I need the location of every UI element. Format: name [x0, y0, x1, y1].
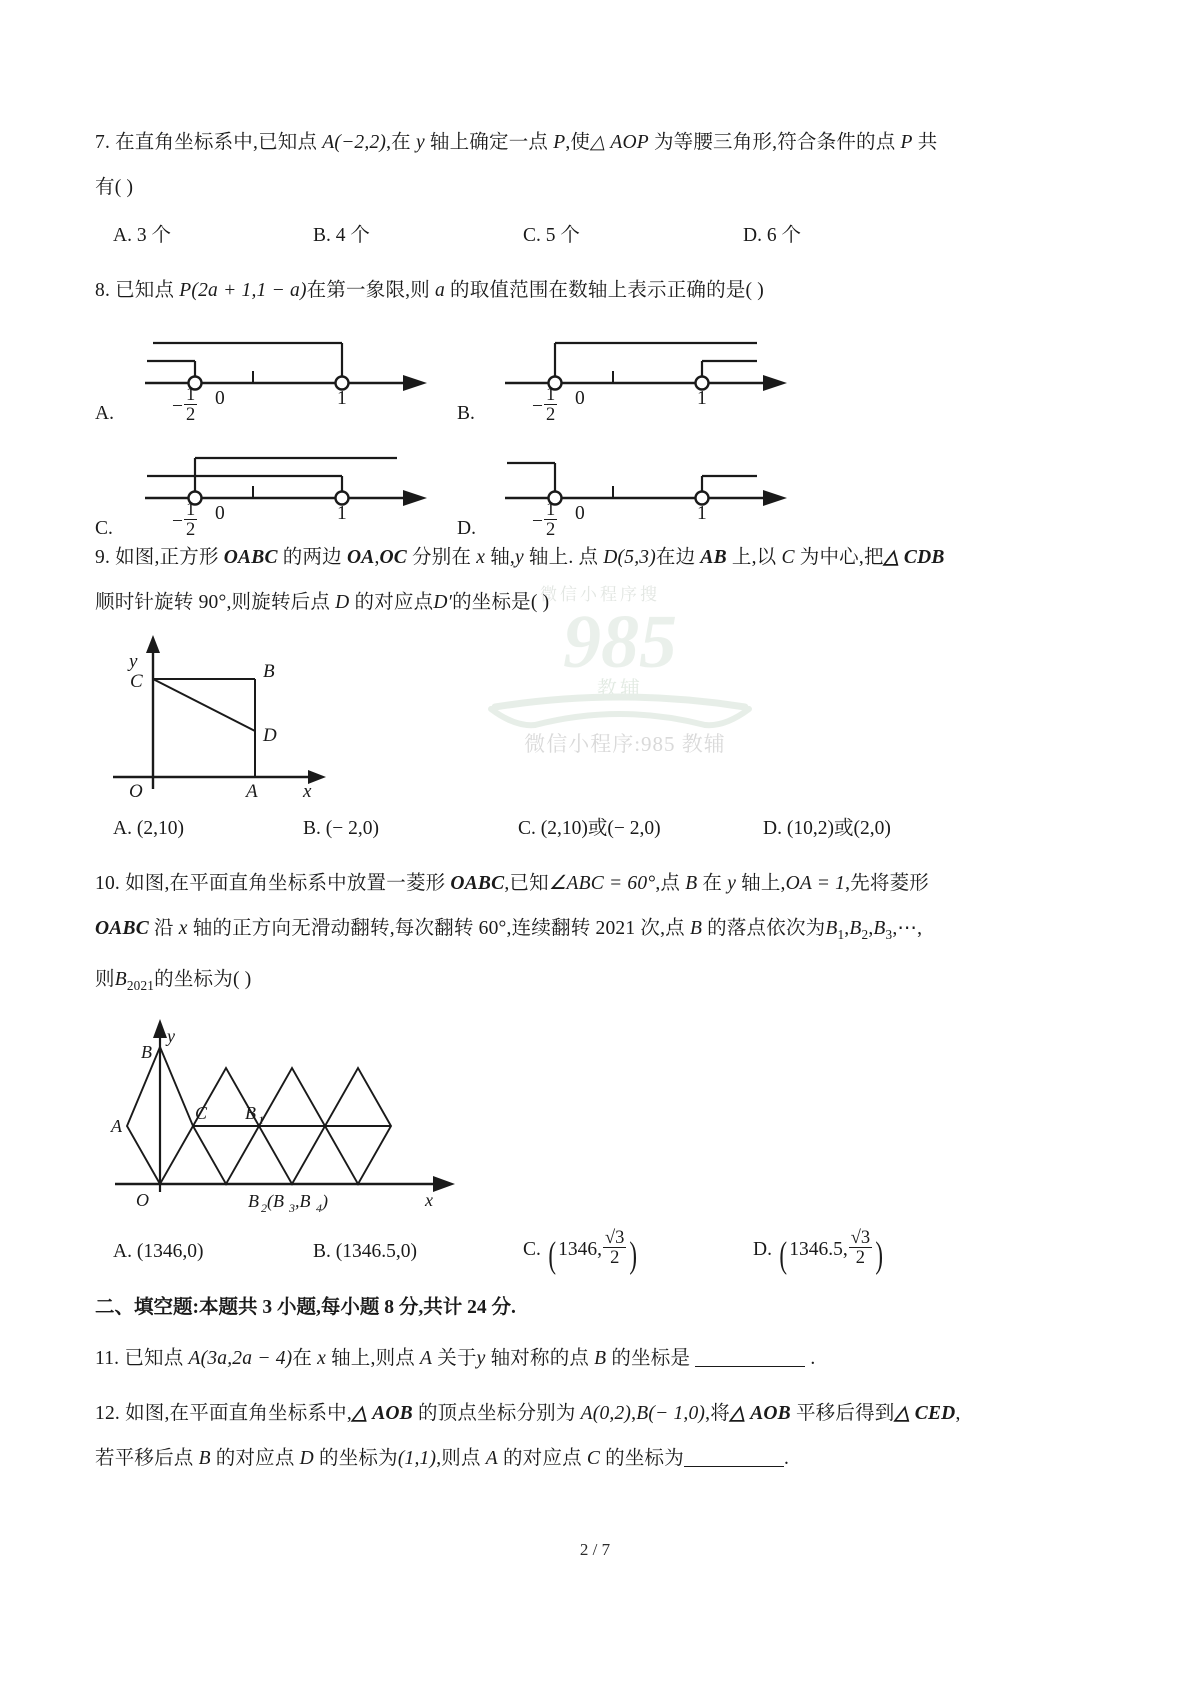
q9-option-d[interactable]: D. (10,2)或(2,0): [763, 818, 891, 839]
q10d-paren-open: (: [779, 1234, 787, 1276]
q8a-tick-zero: 0: [215, 388, 225, 409]
watermark-caption: 微信小程序:985 教辅: [524, 732, 726, 756]
svg-text:1: 1: [258, 1112, 264, 1127]
q10-number: 10.: [95, 873, 120, 894]
q10-option-d[interactable]: D. ( 1346.5, $\frac{√3}{2}$ ): [753, 1226, 884, 1276]
svg-text:x: x: [303, 781, 312, 799]
q8b-tick-neg-half: − $\frac{1}{2}$: [532, 384, 556, 426]
question-10-figure: [105, 1014, 1105, 1214]
q8-option-b-label[interactable]: B.: [457, 403, 475, 424]
question-8-diagrams: [95, 313, 1105, 543]
q12-number: 12.: [95, 1402, 120, 1424]
question-12-line2: 若平移后点 B 的对应点 D 的坐标为(1,1),则点 A 的对应点 C 的坐标为 .: [95, 1447, 790, 1469]
q12-answer-blank[interactable]: [684, 1446, 784, 1467]
svg-text:4: 4: [316, 1200, 322, 1214]
svg-text:y: y: [167, 1025, 175, 1046]
section-2-heading: 二、填空题:本题共 3 小题,每小题 8 分,共计 24 分.: [95, 1296, 516, 1318]
q9-number: 9.: [95, 547, 111, 568]
q10c-paren-open: (: [548, 1234, 556, 1276]
q8-option-d-label[interactable]: D.: [457, 518, 476, 539]
q8d-tick-zero: 0: [575, 503, 585, 524]
svg-text:B: B: [141, 1041, 152, 1062]
svg-text:2: 2: [261, 1200, 267, 1214]
question-11: 11. 已知点 A(3a,2a − 4)在 x 轴上,则点 A 关于y 轴对称的点 B 的坐标是 .: [95, 1347, 816, 1369]
question-10-line2: OABC 沿 x 轴的正方向无滑动翻转,每次翻转 60°,连续翻转 2021 次,点 B 的落点依次为$B_1,B_2,B_3,\cdots$,: [95, 918, 923, 942]
q11-answer-blank[interactable]: [695, 1346, 805, 1367]
watermark-top-text: 微信小程序搜: [540, 585, 660, 604]
q8-diagram-b: [495, 323, 795, 433]
question-10-line3: 则$B_{2021}$的坐标为( ): [95, 968, 252, 993]
question-10-line1: 10. 如图,在平面直角坐标系中放置一菱形 OABC,已知∠ABC = 60°,点 B 在 y 轴上,OA = 1,先将菱形: [95, 873, 930, 894]
q8-diagram-c: [135, 438, 435, 548]
svg-text:B: B: [248, 1190, 259, 1211]
q8a-tick-one: 1: [337, 388, 347, 409]
question-9-line2: 顺时针旋转 90°,则旋转后点 D 的对应点D′的坐标是( ): [95, 592, 550, 613]
question-7-line1: 7. 在直角坐标系中,已知点 A(−2,2),在 y 轴上确定一点 P,使△ AOP 为等腰三角形,符合条件的点 P 共: [95, 132, 938, 153]
svg-text:A: A: [246, 781, 258, 799]
q7-option-d[interactable]: D. 6 个: [743, 225, 801, 246]
svg-text:x: x: [425, 1189, 433, 1210]
question-7-line2: 有( ): [95, 177, 134, 198]
svg-text:教辅: 教辅: [597, 678, 643, 700]
svg-text:C: C: [195, 1102, 208, 1123]
question-9-figure: [105, 629, 1105, 799]
q10-option-c[interactable]: C. ( 1346, $\frac{√3}{2}$ ): [523, 1226, 638, 1276]
svg-text:y: y: [129, 651, 138, 672]
question-12-line1: 12. 如图,在平面直角坐标系中,△ AOB 的顶点坐标分别为 A(0,2),B(− 1,0),将△ AOB 平移后得到△ CED,: [95, 1402, 961, 1424]
q8d-tick-one: 1: [697, 503, 707, 524]
q9-option-a[interactable]: A. (2,10): [113, 818, 184, 839]
q8a-tick-neg-half: − $\frac{1}{2}$: [172, 384, 196, 426]
q10-rhombus-diagram: [105, 1014, 465, 1214]
svg-text:O: O: [129, 781, 143, 799]
svg-text:(B: (B: [267, 1190, 284, 1211]
q10d-paren-close: ): [875, 1234, 884, 1276]
q10c-paren-close: ): [629, 1234, 638, 1276]
q9-option-b[interactable]: B. (− 2,0): [303, 818, 380, 839]
svg-text:B: B: [245, 1102, 256, 1123]
svg-text:): ): [322, 1190, 328, 1211]
q8-option-a-label[interactable]: A.: [95, 403, 114, 424]
q8-diagram-a: [135, 323, 435, 433]
q8c-tick-zero: 0: [215, 503, 225, 524]
q10-option-a[interactable]: A. (1346,0): [113, 1240, 204, 1262]
q11-number: 11.: [95, 1347, 120, 1369]
svg-text:985: 985: [563, 600, 677, 684]
svg-text:3: 3: [289, 1200, 295, 1214]
question-9-options: [95, 809, 1105, 849]
q8c-tick-neg-half: − $\frac{1}{2}$: [172, 499, 196, 541]
q8b-tick-one: 1: [697, 388, 707, 409]
svg-text:B: B: [263, 661, 275, 682]
q7-option-c[interactable]: C. 5 个: [523, 225, 580, 246]
q9-coordinate-diagram: [105, 629, 365, 799]
svg-text:A: A: [111, 1115, 122, 1136]
q8-option-c-label[interactable]: C.: [95, 518, 113, 539]
q8-number: 8.: [95, 280, 111, 301]
q7-number: 7.: [95, 132, 111, 153]
question-8-text: 8. 已知点 P(2a + 1,1 − a)在第一象限,则 a 的取值范围在数轴上表示正确的是( ): [95, 280, 764, 301]
q10-option-b[interactable]: B. (1346.5,0): [313, 1240, 418, 1262]
q7-option-b[interactable]: B. 4 个: [313, 225, 370, 246]
svg-text:C: C: [130, 671, 143, 692]
question-9-line1: 9. 如图,正方形 OABC 的两边 OA,OC 分别在 x 轴,y 轴上. 点 D(5,3)在边 AB 上,以 C 为中心,把△ CDB: [95, 547, 945, 568]
page-number: 2 / 7: [579, 1540, 611, 1559]
question-10-options: [95, 1228, 1105, 1276]
svg-text:,B: ,B: [295, 1190, 311, 1211]
q8b-tick-zero: 0: [575, 388, 585, 409]
q8-diagram-d: [495, 438, 795, 548]
q8d-tick-neg-half: − $\frac{1}{2}$: [532, 499, 556, 541]
q7-option-a[interactable]: A. 3 个: [113, 225, 171, 246]
svg-text:D: D: [263, 725, 277, 746]
q8c-tick-one: 1: [337, 503, 347, 524]
question-7-options: [95, 216, 1105, 256]
q9-option-c[interactable]: C. (2,10)或(− 2,0): [518, 818, 661, 839]
svg-text:O: O: [136, 1189, 149, 1210]
